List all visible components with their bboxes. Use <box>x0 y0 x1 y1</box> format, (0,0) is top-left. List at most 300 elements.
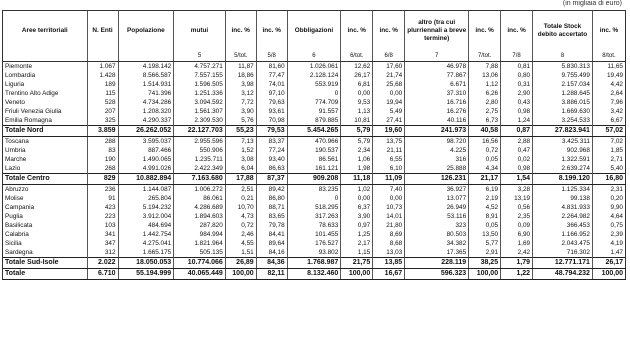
value-cell: 70,98 <box>256 116 287 126</box>
value-cell: 3.859 <box>87 126 118 137</box>
column-header: inc. % <box>373 11 405 52</box>
table-row <box>3 98 626 107</box>
value-cell: 7,13 <box>225 137 256 147</box>
value-cell: 6,10 <box>373 164 405 174</box>
value-cell: 17.365 <box>405 248 469 258</box>
value-cell: 550.906 <box>174 146 226 155</box>
value-cell: 86.561 <box>287 155 341 164</box>
value-cell: 16.276 <box>405 107 469 116</box>
value-cell: 1,98 <box>341 164 373 174</box>
value-cell: 2,90 <box>501 89 533 98</box>
value-cell: 2,17 <box>341 239 373 248</box>
value-cell: 4.734.286 <box>118 98 174 107</box>
region-cell: Molise <box>3 194 88 203</box>
column-subheader: 8/tot. <box>592 51 625 62</box>
value-cell: 4,64 <box>592 212 625 221</box>
region-cell: Umbria <box>3 146 88 155</box>
value-cell: 2,64 <box>592 89 625 98</box>
column-subheader: 5/8 <box>256 51 287 62</box>
value-cell: 78.633 <box>287 221 341 230</box>
value-cell: 27,41 <box>373 116 405 126</box>
value-cell: 6,26 <box>469 89 501 98</box>
value-cell: 89,64 <box>256 239 287 248</box>
value-cell: 79,78 <box>256 221 287 230</box>
value-cell: 2,91 <box>469 248 501 258</box>
value-cell: 8,69 <box>373 230 405 239</box>
value-cell: 16,80 <box>592 174 625 185</box>
value-cell: 21,74 <box>373 71 405 80</box>
value-cell: 1,13 <box>341 107 373 116</box>
value-cell: 1.144.087 <box>118 185 174 195</box>
region-cell: Totale <box>3 269 88 280</box>
value-cell: 97,10 <box>256 89 287 98</box>
value-cell: 0,43 <box>501 98 533 107</box>
value-cell: 3,12 <box>225 89 256 98</box>
value-cell: 2.639.274 <box>533 164 593 174</box>
value-cell: 4,73 <box>225 212 256 221</box>
value-cell: 887.466 <box>118 146 174 155</box>
value-cell: 77.867 <box>405 71 469 80</box>
value-cell: 0,05 <box>469 155 501 164</box>
value-cell: 5,40 <box>592 164 625 174</box>
table-row <box>3 71 626 80</box>
value-cell: 7.163.680 <box>174 174 226 185</box>
value-cell: 5,79 <box>341 126 373 137</box>
value-cell: 11,18 <box>341 174 373 185</box>
value-cell: 1.768.987 <box>287 258 341 269</box>
value-cell: 11,09 <box>373 174 405 185</box>
table-row <box>3 185 626 195</box>
value-cell: 1.561.307 <box>174 107 226 116</box>
value-cell: 77,47 <box>256 71 287 80</box>
table-row <box>3 248 626 258</box>
column-header: inc. % <box>256 11 287 52</box>
column-subheader: 5/tot. <box>225 51 256 62</box>
column-header: altro (tra cui plurriennali a breve termine) <box>405 11 469 52</box>
value-cell: 268 <box>87 164 118 174</box>
value-cell: 6,90 <box>501 230 533 239</box>
value-cell: 1.322.591 <box>533 155 593 164</box>
value-cell: 9,53 <box>341 98 373 107</box>
value-cell: 0,97 <box>341 221 373 230</box>
value-cell: 26,17 <box>341 71 373 80</box>
value-cell: 99.138 <box>533 194 593 203</box>
value-cell: 79,63 <box>256 98 287 107</box>
value-cell: 1.490.065 <box>118 155 174 164</box>
value-cell: 8.566.587 <box>118 71 174 80</box>
value-cell: 1,47 <box>592 248 625 258</box>
value-cell: 0,21 <box>225 194 256 203</box>
table-row <box>3 212 626 221</box>
value-cell: 5,76 <box>225 116 256 126</box>
value-cell: 26.262.052 <box>118 126 174 137</box>
value-cell: 36.927 <box>405 185 469 195</box>
region-cell: Marche <box>3 155 88 164</box>
value-cell: 484.694 <box>118 221 174 230</box>
value-cell: 189 <box>87 80 118 89</box>
value-cell: 3,28 <box>501 185 533 195</box>
value-cell: 505.135 <box>174 248 226 258</box>
column-subheader: 6/8 <box>373 51 405 62</box>
value-cell: 100,00 <box>469 269 501 280</box>
value-cell: 93,61 <box>256 107 287 116</box>
value-cell: 984.994 <box>174 230 226 239</box>
value-cell: 98.720 <box>405 137 469 147</box>
value-cell: 553.919 <box>287 80 341 89</box>
value-cell: 26,17 <box>592 258 625 269</box>
value-cell: 2.022 <box>87 258 118 269</box>
value-cell: 4,52 <box>469 203 501 212</box>
column-subheader: 6/tot. <box>341 51 373 62</box>
value-cell: 34.382 <box>405 239 469 248</box>
value-cell: 2.264.982 <box>533 212 593 221</box>
value-cell: 1.251.336 <box>174 89 226 98</box>
region-cell: Emilia Romagna <box>3 116 88 126</box>
column-header: Aree territoriali <box>3 11 88 52</box>
value-cell: 1,85 <box>592 146 625 155</box>
value-cell: 5,79 <box>341 137 373 147</box>
value-cell: 2.128.124 <box>287 71 341 80</box>
value-cell: 176.527 <box>287 239 341 248</box>
value-cell: 7,02 <box>592 137 625 147</box>
value-cell: 82,11 <box>256 269 287 280</box>
value-cell: 84,41 <box>256 230 287 239</box>
value-cell: 79,53 <box>256 126 287 137</box>
table-row <box>3 203 626 212</box>
value-cell: 6,81 <box>341 80 373 89</box>
value-cell: 2,75 <box>469 107 501 116</box>
value-cell: 1,02 <box>341 185 373 195</box>
value-cell: 1.821.964 <box>174 239 226 248</box>
value-cell: 829 <box>87 174 118 185</box>
value-cell: 228.119 <box>405 258 469 269</box>
value-cell: 774.709 <box>287 98 341 107</box>
value-cell: 12.771.171 <box>533 258 593 269</box>
value-cell: 86,80 <box>256 194 287 203</box>
table-body <box>3 62 626 280</box>
value-cell: 4.286.689 <box>174 203 226 212</box>
value-cell: 26.949 <box>405 203 469 212</box>
region-cell: Lombardia <box>3 71 88 80</box>
value-cell: 91.557 <box>287 107 341 116</box>
value-cell: 2,51 <box>225 185 256 195</box>
value-cell: 84,16 <box>256 248 287 258</box>
table-row <box>3 221 626 230</box>
column-header: inc. % <box>225 11 256 52</box>
value-cell: 16,56 <box>469 137 501 147</box>
value-cell: 13,06 <box>469 71 501 80</box>
value-cell: 1.006.272 <box>174 185 226 195</box>
value-cell: 21,75 <box>341 258 373 269</box>
total-row <box>3 174 626 185</box>
value-cell: 83,65 <box>256 212 287 221</box>
value-cell: 1,22 <box>501 269 533 280</box>
value-cell: 5.194.232 <box>118 203 174 212</box>
value-cell: 6,67 <box>592 116 625 126</box>
value-cell: 5,77 <box>469 239 501 248</box>
value-cell: 236 <box>87 185 118 195</box>
value-cell: 4.757.271 <box>174 62 226 72</box>
value-cell: 0,75 <box>592 221 625 230</box>
value-cell: 101.455 <box>287 230 341 239</box>
value-cell: 4,55 <box>225 239 256 248</box>
value-cell: 13,19 <box>501 194 533 203</box>
value-cell: 2.157.034 <box>533 80 593 89</box>
value-cell: 1,12 <box>469 80 501 89</box>
value-cell: 115 <box>87 89 118 98</box>
value-cell: 0,81 <box>501 62 533 72</box>
value-cell: 7,96 <box>592 98 625 107</box>
value-cell: 10,73 <box>373 203 405 212</box>
value-cell: 13,85 <box>373 258 405 269</box>
value-cell: 8.132.460 <box>287 269 341 280</box>
column-subheader: 8 <box>533 51 593 62</box>
value-cell: 423 <box>87 203 118 212</box>
value-cell: 21,80 <box>373 221 405 230</box>
value-cell: 3.425.311 <box>533 137 593 147</box>
value-cell: 4,34 <box>469 164 501 174</box>
table-row <box>3 80 626 89</box>
value-cell: 9.755.499 <box>533 71 593 80</box>
value-cell: 366.453 <box>533 221 593 230</box>
value-cell: 1.596.505 <box>174 80 226 89</box>
table-row <box>3 116 626 126</box>
value-cell: 0,87 <box>501 126 533 137</box>
units-note: (in migliaia di euro) <box>562 0 622 7</box>
value-cell: 2,42 <box>501 248 533 258</box>
value-cell: 10,81 <box>341 116 373 126</box>
value-cell: 40,58 <box>469 126 501 137</box>
value-cell: 81,60 <box>256 62 287 72</box>
value-cell: 2.955.596 <box>174 137 226 147</box>
column-subheader: 5 <box>174 51 226 62</box>
table-row <box>3 194 626 203</box>
value-cell: 2,31 <box>592 185 625 195</box>
value-cell: 1.665.175 <box>118 248 174 258</box>
value-cell: 88,71 <box>256 203 287 212</box>
column-header: Totale Stock debito accertato <box>533 11 593 52</box>
column-header: Obbligazioni <box>287 11 341 52</box>
value-cell: 84,36 <box>256 258 287 269</box>
value-cell: 341 <box>87 230 118 239</box>
value-cell: 1,24 <box>501 116 533 126</box>
value-cell: 11,65 <box>592 62 625 72</box>
value-cell: 312 <box>87 248 118 258</box>
value-cell: 100,00 <box>225 269 256 280</box>
value-cell: 1.208.320 <box>118 107 174 116</box>
total-row <box>3 258 626 269</box>
value-cell: 103 <box>87 221 118 230</box>
value-cell: 55.194.999 <box>118 269 174 280</box>
value-cell: 37.310 <box>405 89 469 98</box>
value-cell: 1.166.952 <box>533 230 593 239</box>
total-row <box>3 126 626 137</box>
value-cell: 93.802 <box>287 248 341 258</box>
value-cell: 5.454.265 <box>287 126 341 137</box>
value-cell: 91 <box>87 194 118 203</box>
value-cell: 518.295 <box>287 203 341 212</box>
region-cell: Totale Centro <box>3 174 88 185</box>
value-cell: 2.422.349 <box>174 164 226 174</box>
region-cell: Friuli Venezia Giulia <box>3 107 88 116</box>
value-cell: 7,72 <box>225 98 256 107</box>
value-cell: 13,75 <box>373 137 405 147</box>
column-subheader: 7/tot. <box>469 51 501 62</box>
value-cell: 1.235.711 <box>174 155 226 164</box>
region-cell: Abruzzo <box>3 185 88 195</box>
value-cell: 14,01 <box>373 212 405 221</box>
value-cell: 3,98 <box>225 80 256 89</box>
value-cell: 83,37 <box>256 137 287 147</box>
value-cell: 16,67 <box>373 269 405 280</box>
table-row <box>3 146 626 155</box>
column-header: inc. % <box>592 11 625 52</box>
value-cell: 80.503 <box>405 230 469 239</box>
column-header: N. Enti <box>87 11 118 52</box>
table-row <box>3 137 626 147</box>
value-cell: 190 <box>87 155 118 164</box>
column-subheader: 6 <box>287 51 341 62</box>
value-cell: 0,98 <box>501 164 533 174</box>
value-cell: 4.275.041 <box>118 239 174 248</box>
table-row <box>3 164 626 174</box>
value-cell: 6,55 <box>373 155 405 164</box>
region-cell: Trentino Alto Adige <box>3 89 88 98</box>
value-cell: 316 <box>405 155 469 164</box>
value-cell: 8.199.120 <box>533 174 593 185</box>
column-subheader <box>87 51 118 62</box>
value-cell: 18,86 <box>225 71 256 80</box>
value-cell: 4.290.337 <box>118 116 174 126</box>
column-header: Popolazione <box>118 11 174 52</box>
value-cell: 19,94 <box>373 98 405 107</box>
value-cell: 3.912.004 <box>118 212 174 221</box>
region-cell: Calabria <box>3 230 88 239</box>
value-cell: 909.208 <box>287 174 341 185</box>
value-cell: 470.966 <box>287 137 341 147</box>
value-cell: 1.669.630 <box>533 107 593 116</box>
value-cell: 528 <box>87 98 118 107</box>
value-cell: 0,80 <box>501 71 533 80</box>
value-cell: 12,62 <box>341 62 373 72</box>
value-cell: 0,00 <box>341 194 373 203</box>
value-cell: 3.094.592 <box>174 98 226 107</box>
value-cell: 223 <box>87 212 118 221</box>
value-cell: 19,60 <box>373 126 405 137</box>
value-cell: 8,91 <box>469 212 501 221</box>
table-row <box>3 62 626 72</box>
value-cell: 93,40 <box>256 155 287 164</box>
value-cell: 46.978 <box>405 62 469 72</box>
value-cell: 1,52 <box>225 146 256 155</box>
value-cell: 716.302 <box>533 248 593 258</box>
value-cell: 0 <box>287 89 341 98</box>
value-cell: 13,03 <box>373 248 405 258</box>
value-cell: 241.973 <box>405 126 469 137</box>
value-cell: 57,02 <box>592 126 625 137</box>
value-cell: 4,19 <box>592 239 625 248</box>
column-header: mutui <box>174 11 226 52</box>
value-cell: 1,25 <box>341 230 373 239</box>
value-cell: 100,00 <box>592 269 625 280</box>
value-cell: 13,50 <box>469 230 501 239</box>
value-cell: 1,54 <box>501 174 533 185</box>
region-cell: Liguria <box>3 80 88 89</box>
table-row <box>3 239 626 248</box>
value-cell: 741.396 <box>118 89 174 98</box>
value-cell: 11,87 <box>225 62 256 72</box>
value-cell: 0 <box>287 194 341 203</box>
value-cell: 4.991.026 <box>118 164 174 174</box>
column-subheader: 7 <box>405 51 469 62</box>
value-cell: 265.804 <box>118 194 174 203</box>
value-cell: 21,17 <box>469 174 501 185</box>
value-cell: 325 <box>87 116 118 126</box>
value-cell: 89,42 <box>256 185 287 195</box>
table-row <box>3 89 626 98</box>
value-cell: 3,08 <box>225 155 256 164</box>
column-subheader: 7/8 <box>501 51 533 62</box>
value-cell: 596.323 <box>405 269 469 280</box>
value-cell: 10.882.894 <box>118 174 174 185</box>
value-cell: 0,05 <box>469 221 501 230</box>
region-cell: Sicilia <box>3 239 88 248</box>
value-cell: 1,69 <box>501 239 533 248</box>
value-cell: 26,89 <box>225 258 256 269</box>
value-cell: 86.061 <box>174 194 226 203</box>
value-cell: 17,60 <box>373 62 405 72</box>
value-cell: 0,72 <box>225 221 256 230</box>
value-cell: 323 <box>405 221 469 230</box>
value-cell: 2,71 <box>592 155 625 164</box>
value-cell: 1.288.645 <box>533 89 593 98</box>
value-cell: 288 <box>87 137 118 147</box>
debt-table <box>2 10 626 280</box>
value-cell: 6.710 <box>87 269 118 280</box>
value-cell: 2.309.530 <box>174 116 226 126</box>
table-row <box>3 230 626 239</box>
value-cell: 1.894.603 <box>174 212 226 221</box>
value-cell: 77,24 <box>256 146 287 155</box>
value-cell: 7,88 <box>469 62 501 72</box>
value-cell: 6,19 <box>469 185 501 195</box>
table-row <box>3 107 626 116</box>
value-cell: 8,68 <box>373 239 405 248</box>
value-cell: 6,04 <box>225 164 256 174</box>
value-cell: 0,20 <box>592 194 625 203</box>
value-cell: 17,88 <box>225 174 256 185</box>
value-cell: 55,23 <box>225 126 256 137</box>
value-cell: 6,37 <box>341 203 373 212</box>
value-cell: 7.557.155 <box>174 71 226 80</box>
region-cell: Puglia <box>3 212 88 221</box>
value-cell: 1,79 <box>501 258 533 269</box>
value-cell: 2,88 <box>501 137 533 147</box>
value-cell: 3.254.533 <box>533 116 593 126</box>
value-cell: 4,42 <box>592 80 625 89</box>
region-cell: Lazio <box>3 164 88 174</box>
value-cell: 38,25 <box>469 258 501 269</box>
value-cell: 3,42 <box>592 107 625 116</box>
value-cell: 0,98 <box>501 107 533 116</box>
value-cell: 87,37 <box>256 174 287 185</box>
value-cell: 74,01 <box>256 80 287 89</box>
value-cell: 2,39 <box>592 230 625 239</box>
value-cell: 5,49 <box>373 107 405 116</box>
value-cell: 0,00 <box>373 89 405 98</box>
value-cell: 27.823.941 <box>533 126 593 137</box>
region-cell: Sardegna <box>3 248 88 258</box>
